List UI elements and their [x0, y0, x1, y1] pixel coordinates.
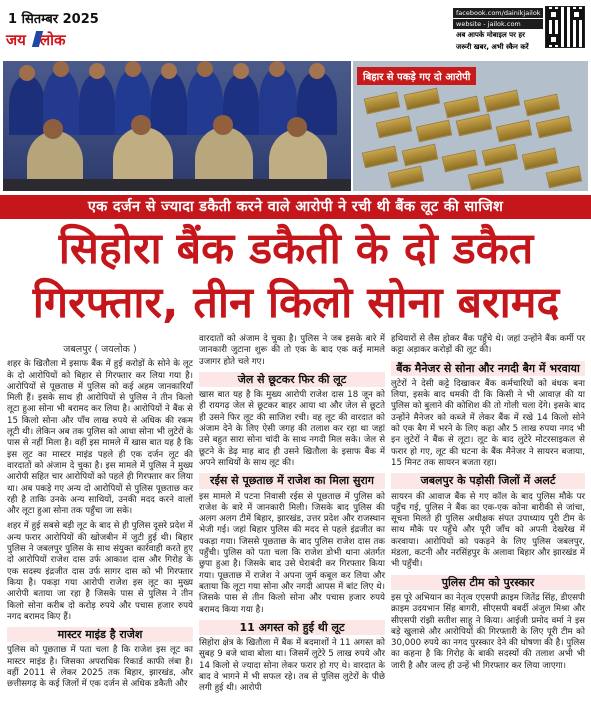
logo-text-jay: जय — [6, 31, 26, 49]
paragraph: इस मामले में पटना निवासी रईस से पूछताछ में पुलिस को राजेश के बारे में जानकारी मिली। जिसके बाद पुलिस की अलग अलग टीमें बिहार, झारखंड, उत्तर प्रदेश और राजस्थान भेजी गई। जहां बिहार पुलिस की मदद से पहले इंद्रजीत का पकड़ा गया। जिससे पूछताछ के बाद पुलिस राजेश दास तक पहुँची। पुलिस को पता चला कि राजेश डोभी थाना अंतर्गत छुपा हुआ है। जिसके बाद उसे घेराबंदी कर गिरफ्तार किया गया। पूछताछ में राजेश ने अपना जुर्म कबूल कर लिया और बताया कि लूटा गया सोना और नगदी आपस में बांट लिए थे। जिसके पास से तीन किलो सोना और पचास हजार रुपये बरामद किया गया है। — [199, 491, 385, 615]
subheading: रईस से पूछताछ में राजेश का मिला सुराग — [199, 473, 385, 488]
issue-date: 1 सितम्बर 2025 — [8, 12, 99, 27]
subheading: जबलपुर के पड़ोसी जिलों में अलर्ट — [391, 473, 585, 488]
subheading: मास्टर माइंड है राजेश — [7, 627, 193, 642]
seized-gold-photo — [353, 61, 588, 191]
masthead — [0, 0, 591, 56]
scan-tagline: अब आपके मोबाइल पर हर — [453, 30, 543, 41]
subheading: 11 अगस्त को हुई थी लूट — [199, 620, 385, 635]
article-column-1 — [7, 338, 193, 695]
paragraph: लुटेरों ने देसी कट्टे दिखाकर बैंक कर्मचारियों को बंधक बना लिया, इसके बाद धमकी दी कि किसी ने भी आवाज़ की या पुलिस को बुलाने की कोशिश की तो गोली चला देंगे। इसके बाद उन्होंने मैनेजर को कब्जे में लेकर बैंक में रखे 14 किलो सोने को एक बैग में भरने के लिए कहा और 5 लाख रुपया नगद भी इन लुटेरों ने बैंक से लूटा। लूट के बाद लुटेरे मोटरसाइकल से फरार हो गए, लूट की घटना के बैंक मैनेजर ने सायरन बजाया, 15 मिनट तक सायरन बजता रहा। — [391, 378, 585, 468]
scan-tagline-2: जरूरी खबर, अभी स्कैन करें — [453, 42, 543, 53]
article-column-3 — [391, 334, 585, 676]
story-kicker-banner: एक दर्जन से ज्यादा डकैती करने वाले आरोपी ने रची थी बैंक लूट की साजिश — [0, 195, 591, 219]
subheading: पुलिस टीम को पुरस्कार — [391, 575, 585, 590]
subheading: बैंक मैनेजर से सोना और नगदी बैग में भरवाया — [391, 361, 585, 376]
paragraph: पुलिस को पूछताछ में पता चला है कि राजेश इस लूट का मास्टर माइंड है। जिसका अपराधिक रिकार्ड काफी लंबा है। वहीं 2011 से लेकर 2025 तक बिहार, झारखंड, और छत्तीसगढ़ के कई जिलों में एक दर्जन से अधिक डकैती और — [7, 645, 193, 690]
dateline: जबलपुर ( जयलोक ) — [63, 344, 137, 355]
subheading: जेल से छूटकर फिर की लूट — [199, 372, 385, 387]
qr-code-icon[interactable] — [545, 6, 585, 48]
paragraph: शहर के खितौला में इसाफ बैंक में हुई करोड़ों के सोने के लूट के दो आरोपियों को बिहार से गिरफ्तार कर लिया गया है। आरोपियों से पूछताछ में पुलिस को कई अहम जानकारियाँ मिली हैं। इसके साथ ही आरोपियों से पुलिस ने तीन किलो लूटा हुआ सोना भी बरामद कर लिया है। आरोपियों ने बैंक से 15 किलो सोना और पाँच लाख रुपये से अधिक की रकम लूटी थी। लेकिन अब तक पुलिस को आधा सोना भी लुटेरों के पास से नहीं मिला है। वहीं इस मामले में खास बात यह है कि इस लूट का मास्टर माइंड पहले ही एक दर्जन लूट की वारदातों को अंजाम दे चुका है। इस मामले में पुलिस ने मुख्य आरोपी सहित चार आरोपियों को पहले ही गिरफ्तार कर लिया था। अब पकड़े गए अन्य दो आरोपियों से पुलिस पूछताछ कर रही है ताकि उनके अन्य साथियों, उनकी मदद करने वालों और लूटा हुआ सोना तक पहुँचा जा सके। — [7, 359, 193, 517]
paragraph: खास बात यह है कि मुख्य आरोपी राजेश दास 18 जून को ही रायगढ़ जेल से छूटकर बाहर आया था और जेल से छूटते ही उसने फिर लूट की साजिश रची। वह लूट की वारदात को अंजाम देने के लिए ऐसी जगह की तलाश कर रहा था जहां उसे बहुत सारा सोना चांदी के साथ नगदी मिल सके। जेल से छूटने के डेढ़ माह बाद ही उसने खितौला के इसाफ बैंक में अपने साथियों के साथ लूट की। — [199, 390, 385, 468]
headline-line-1: सिहोरा बैंक डकैती के दो डकैत — [58, 224, 534, 274]
website-link[interactable]: website - jailok.com — [453, 19, 543, 29]
facebook-link[interactable]: facebook.com/dainikjailok — [453, 8, 543, 18]
police-press-photo — [3, 61, 351, 191]
photo-caption: बिहार से पकड़े गए दो आरोपी — [357, 67, 476, 85]
paragraph: सायरन की आवाज बैंक से गए कॉल के बाद पुलिस मौके पर पहुँच गई, पुलिस ने बैंक का एक-एक कोना बारीकी से जांचा, सूचना मिलते ही पुलिस अधीक्षक संपत उपाध्याय पूरी टीम के साथ मौके पर पहुँचे और पूरी जाँच को अपनी देखरेख में करवाया। आरोपियों को पकड़ने के लिए पुलिस जबलपुर, मंडला, कटनी और नरसिंहपुर के अलावा बिहार और झारखंड में भी पहुँची। — [391, 491, 585, 570]
article-column-2 — [199, 334, 385, 699]
newspaper-logo[interactable] — [6, 30, 98, 50]
paragraph: हथियारों से लैस होकर बैंक पहुँचे थे। जहां उन्होंने बैंक कर्मी पर कट्टा अड़ाकर करोड़ों की लूट की। — [391, 334, 585, 356]
paragraph: वारदातों को अंजाम दे चुका है। पुलिस ने जब इसके बारे में जानकारी जुटाना शुरू की तो एक के बाद एक कई मामले उजागर होते चले गए। — [199, 334, 385, 367]
paragraph: शहर में हुई सबसे बड़ी लूट के बाद से ही पुलिस दूसरे प्रदेश में अन्य फरार आरोपियों की खोजबीन में जुटी हुई थी। बिहार पुलिस ने जबलपुर पुलिस के साथ संयुक्त कार्रवाही करते हुए दो आरोपियों राजेश दास उर्फ आकाश दास और गिरोह के एक सदस्य इंद्रजीत दास उर्फ सागर दास को भी गिरफ्तार किया है। पकड़ा गया आरोपी राजेश इस लूट का मुख्य आरोपी बताया जा रहा है जिसके पास से पुलिस ने तीन किलो सोना करीब दो करोड़ रुपये और पचास हजार रुपये नगद बरामद किए हैं। — [7, 521, 193, 622]
headline-line-2: गिरफ्तार, तीन किलो सोना बरामद — [32, 278, 560, 328]
social-links — [453, 8, 543, 51]
paragraph: सिहोरा क्षेत्र के खितौला में बैंक में बदमाशों ने 11 अगस्त को सुबह 9 बजे धावा बोला था। जिसमें लुटेरे 5 लाख रुपये और 14 किलो से ज्यादा सोना लेकर फरार हो गए थे। वारदात के बाद वे भागने में भी सफल रहे। तब से पुलिस लुटेरों के पीछे लगी हुई थी। आरोपी — [199, 638, 385, 694]
main-headline[interactable] — [6, 222, 586, 330]
logo-text-lok: लोक — [40, 31, 66, 49]
paragraph: इस पूरे अभियान का नेतृत्व एएसपी क्राइम जितेंद्र सिंह, डीएसपी क्राइम उदयभान सिंह बागरी, सीएसपी बबर्दी अंजुल मिश्रा और सीएसपी रांझी सतीश साहू ने किया। आईजी प्रमोद वर्मा ने इस बड़े खुलासे और आरोपियों की गिरफ्तारी के लिए पूरी टीम को 30,000 रुपये का नगद पुरस्कार देने की घोषणा की है। पुलिस का कहना है कि गिरोह के बाकी सदस्यों की तलाश अभी भी जारी है और जल्द ही उन्हें भी गिरफ्तार कर लिया जाएगा। — [391, 592, 585, 671]
